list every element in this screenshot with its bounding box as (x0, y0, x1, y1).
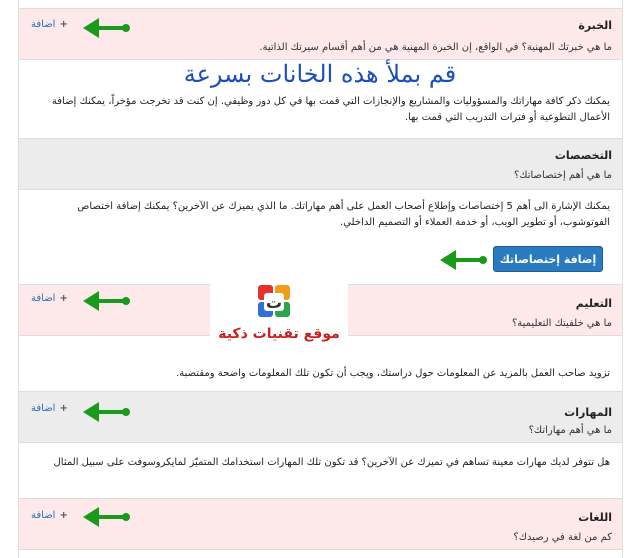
plus-icon: + (59, 19, 68, 30)
section-subtitle-languages: كم من لغة في رصيدك؟ (513, 532, 612, 543)
add-label: اضافة (31, 19, 56, 30)
section-desc-specialties: يمكنك الإشارة الى أهم 5 إختصاصات وإطلاع أصحاب العمل على أهم مهاراتك. ما الذي يميزك عن الآخرين؟ يمكنك إضافة اختصاص الفوتوشوب، أو تطوير الويب، أو خدمة العملاء أو التصميم الداخلي. (77, 201, 610, 228)
section-subtitle-education: ما هي خلفيتك التعليمية؟ (511, 318, 612, 329)
section-subtitle-skills: ما هي أهم مهاراتك؟ (528, 425, 612, 436)
section-title-skills: المهارات (564, 406, 612, 419)
section-title-experience: الخبرة (578, 19, 612, 32)
add-skills-link[interactable] (31, 403, 68, 414)
plus-icon: + (59, 293, 68, 304)
green-arrow-icon (81, 290, 133, 312)
green-arrow-icon (81, 17, 133, 39)
logo-glyph: ت (265, 293, 283, 312)
add-languages-link[interactable] (31, 510, 68, 521)
section-title-specialties: التخصصات (554, 149, 612, 162)
green-arrow-icon (438, 249, 490, 271)
add-label: اضافة (31, 510, 56, 521)
section-title-education: التعليم (575, 297, 612, 310)
section-header-specialties (19, 138, 622, 190)
green-arrow-icon (81, 401, 133, 423)
plus-icon: + (59, 510, 68, 521)
add-label: اضافة (31, 403, 56, 414)
section-desc-skills: هل تتوفر لديك مهارات معينة تساهم في تميزك عن الآخرين؟ قد تكون تلك المهارات استخدامك المتميّز لمايكروسوفت على سبيل المثال (53, 457, 610, 468)
section-title-languages: اللغات (578, 511, 612, 524)
promo-headline: قم بملأ هذه الخانات بسرعة (183, 60, 457, 88)
add-experience-link[interactable] (31, 19, 68, 30)
plus-icon: + (59, 403, 68, 414)
section-desc-experience: يمكنك ذكر كافة مهاراتك والمسؤوليات والمشاريع والإنجازات التي قمت بها في كل دور وظيفي. إن كنت قد تخرجت مؤخراً، يمكنك إضافة الأعمال التطوعية أو فترات التدريب التي قمت بها. (51, 96, 610, 123)
site-logo (210, 278, 348, 351)
add-education-link[interactable] (31, 293, 68, 304)
section-subtitle-specialties: ما هي أهم إختصاصاتك؟ (513, 170, 612, 181)
section-header-languages (19, 498, 622, 550)
add-specialties-button[interactable]: إضافة إختصاصاتك (493, 246, 603, 272)
green-arrow-icon (81, 506, 133, 528)
add-label: اضافة (31, 293, 56, 304)
section-header-experience (19, 8, 622, 60)
logo-text: موقع تقنيات ذكية (218, 326, 340, 342)
logo-mark-icon (256, 283, 292, 319)
section-desc-education: تزويد صاحب العمل بالمزيد عن المعلومات حول دراستك، ويجب أن تكون تلك المعلومات واضحة ومقتضبة. (176, 368, 610, 379)
section-subtitle-experience: ما هي خبرتك المهنية؟ في الواقع، إن الخبرة المهنية هي من أهم أقسام سيرتك الذاتية. (259, 42, 612, 53)
section-header-skills (19, 391, 622, 443)
